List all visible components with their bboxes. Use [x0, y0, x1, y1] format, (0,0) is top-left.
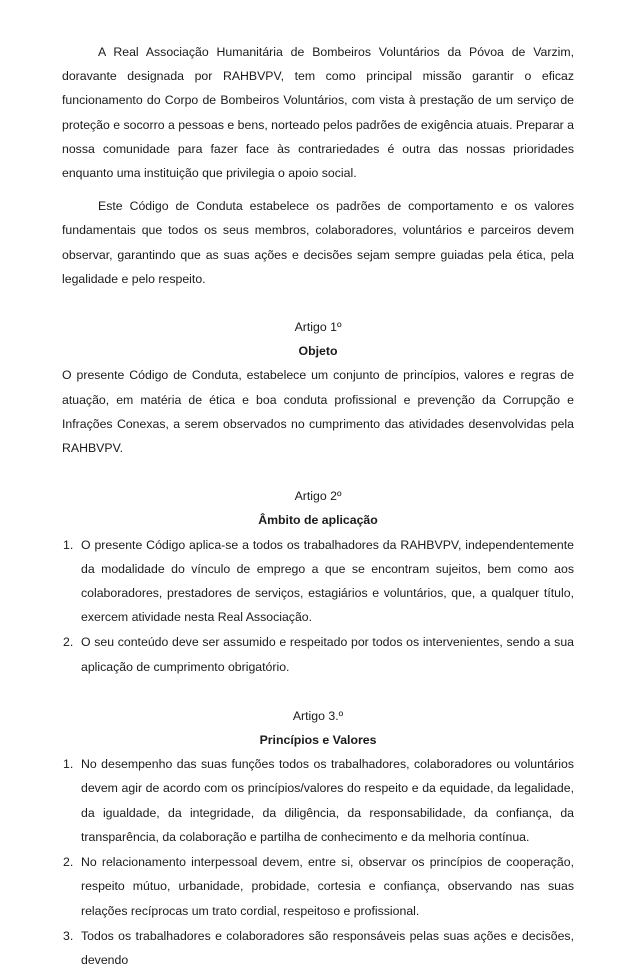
- list-number: 3.: [63, 928, 74, 943]
- article-number: Artigo 3.º: [292, 708, 344, 723]
- list-number: 2.: [63, 855, 74, 870]
- intro-paragraph: A Real Associação Humanitária de Bombeiros Voluntários da Póvoa de Varzim, doravante designada por RAHBVPV, tem como principal missão garantir o eficaz funcionamento do Corpo de Bombeiros Voluntários, com vista à prestação de um serviço de proteção e socorro a pessoas e bens, norteado pelos padrões de exigência atuais. Preparar a nossa comunidade para fazer face às contrariedades é outra das nossas prioridades enquanto uma instituição que privilegia o apoio social.: [62, 45, 575, 181]
- article-list: [62, 533, 574, 679]
- article-title: Objeto: [298, 344, 338, 359]
- list-text: O seu conteúdo deve ser assumido e respeitado por todos os intervenientes, sendo a sua aplicação de cumprimento obrigatório.: [81, 635, 574, 674]
- article-1: [62, 315, 574, 460]
- intro-paragraph: Este Código de Conduta estabelece os padrões de comportamento e os valores fundamentais que todos os seus membros, colaboradores, voluntários e parceiros devem observar, garantindo que as suas ações e decisões sejam sempre guiadas pela ética, pela legalidade e pelo respeito.: [62, 199, 574, 286]
- list-text: Todos os trabalhadores e colaboradores são responsáveis pelas suas ações e decisões, devendo: [81, 928, 574, 967]
- list-number: 1.: [63, 537, 74, 552]
- article-3: [62, 704, 574, 972]
- article-text: O presente Código de Conduta, estabelece um conjunto de princípios, valores e regras de atuação, em matéria de ética e boa conduta profissional e prevenção da Corrupção e Infrações Conexas, a serem observados no cumprimento das atividades desenvolvidas pela RAHBVPV.: [62, 368, 574, 456]
- article-number: Artigo 1º: [294, 320, 342, 335]
- list-item: [62, 533, 574, 630]
- article-title: Princípios e Valores: [259, 733, 377, 748]
- list-text: No desempenho das suas funções todos os trabalhadores, colaboradores ou voluntários devem agir de acordo com os princípios/valores do respeito e da equidade, da legalidade, da igualdade, da integridade, da diligência, da responsabilidade, da confiança, da transparência, da colaboração e partilha de conhecimento e da melhoria contínua.: [81, 757, 574, 844]
- article-list: [62, 752, 574, 972]
- list-number: 1.: [63, 757, 74, 772]
- list-item: [62, 924, 574, 972]
- list-number: 2.: [63, 635, 74, 650]
- document-page: [62, 40, 574, 973]
- list-text: O presente Código aplica-se a todos os trabalhadores da RAHBVPV, independentemente da modalidade do vínculo de emprego a que se encontram sujeitos, bem como aos colaboradores, prestadores de serviços, estagiários e voluntários, que, a qualquer título, exercem atividade nesta Real Associação.: [81, 537, 574, 625]
- article-title: Âmbito de aplicação: [258, 513, 378, 528]
- list-item: [62, 630, 574, 678]
- list-text: No relacionamento interpessoal devem, entre si, observar os princípios de cooperação, respeito mútuo, urbanidade, probidade, cortesia e confiança, observando nas suas relações recíprocas um trato cordial, respeitoso e profissional.: [81, 855, 574, 918]
- article-2: [62, 484, 574, 679]
- article-number: Artigo 2º: [294, 489, 342, 504]
- list-item: [62, 752, 574, 849]
- list-item: [62, 850, 574, 923]
